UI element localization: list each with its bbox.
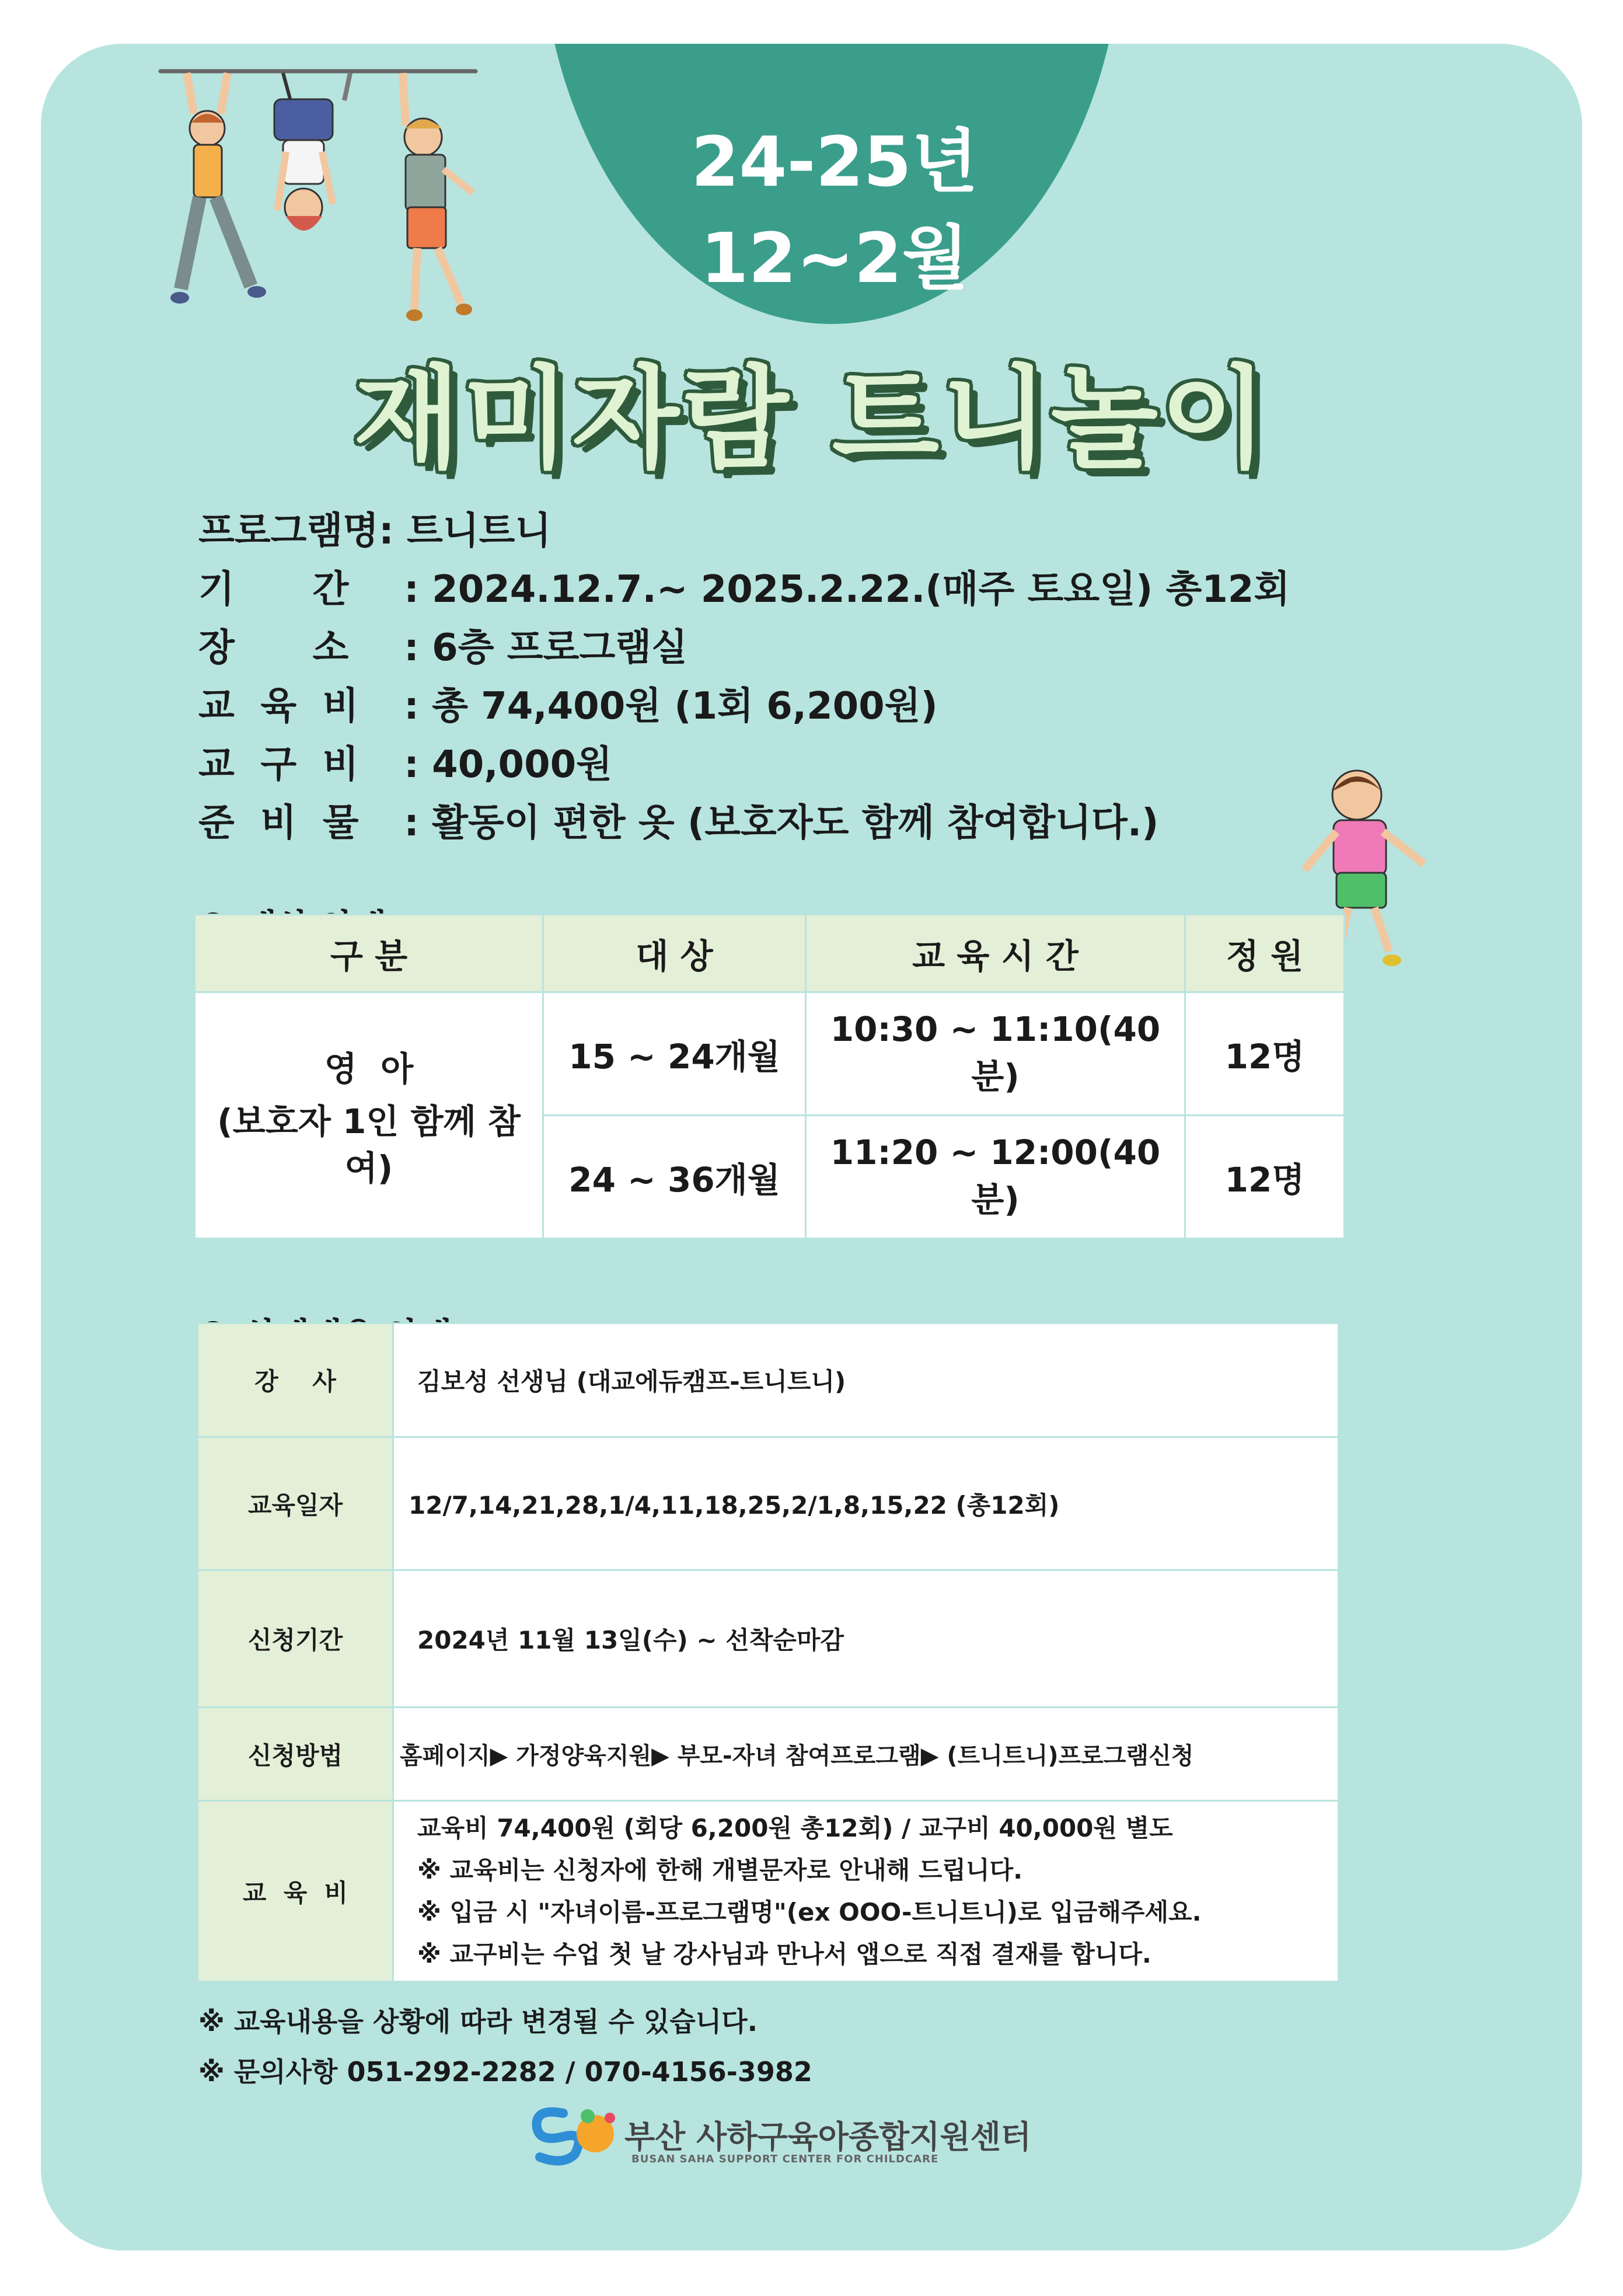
row-value: 홈페이지▶ 가정양육지원▶ 부모-자녀 참여프로그램▶ (트니트니)프로그램신청 [393, 1708, 1339, 1801]
info-label: 기 간 [198, 568, 349, 611]
period-line-2: 12~2월 [700, 218, 969, 298]
info-row-prep: 준 비 물 : 활동이 편한 옷 (보호자도 함께 참여합니다.) [198, 794, 1290, 852]
row-label: 교육일자 [198, 1437, 393, 1570]
row-value: 교육비 74,400원 (회당 6,200원 총12회) / 교구비 40,000원 별도 ※ 교육비는 신청자에 한해 개별문자로 안내해 드립니다. ※ 입금 시 "자녀이름-프로그램명"(ex OOO-트니트니)로 입금해주세요. ※ 교구비는 수업 첫 날 강사님과 만나서 앱으로 직접 결재를 합니다. [393, 1801, 1339, 1982]
time-cell: 10:30 ~ 11:10(40분) [806, 992, 1185, 1116]
table-row [198, 1801, 1339, 1982]
row-label: 강 사 [198, 1323, 393, 1437]
info-label: 교 육 비 [198, 685, 359, 728]
info-label: 장 소 [198, 626, 349, 670]
center-logo-icon [522, 2102, 622, 2166]
info-value: 총 74,400원 (1회 6,200원) [432, 685, 938, 728]
info-row-materials-fee: 교 구 비 : 40,000원 [198, 736, 1290, 794]
col-header: 구 분 [195, 915, 543, 992]
col-header: 대 상 [543, 915, 806, 992]
row-label: 신청기간 [198, 1570, 393, 1708]
capacity-cell: 12명 [1185, 1116, 1345, 1239]
row-value: 김보성 선생님 (대교에듀캠프-트니트니) [393, 1323, 1339, 1437]
row-label: 교 육 비 [198, 1801, 393, 1982]
target-cell: 24 ~ 36개월 [543, 1116, 806, 1239]
center-name: 부산 사하구육아종합지원센터 [624, 2119, 1031, 2155]
center-name-en: BUSAN SAHA SUPPORT CENTER FOR CHILDCARE [631, 2153, 939, 2165]
table-row [195, 992, 1345, 1116]
info-row-fee: 교 육 비 : 총 74,400원 (1회 6,200원) [198, 677, 1290, 736]
period-heading [543, 114, 1126, 306]
program-info [198, 502, 1290, 852]
table-row [198, 1323, 1339, 1437]
period-line-1: 24-25년 [691, 121, 978, 202]
info-row-program: 프로그램명: 트니트니 [198, 510, 552, 553]
info-value: 2024.12.7.~ 2025.2.22.(매주 토요일) 총12회 [432, 568, 1290, 611]
info-label: 준 비 물 [198, 802, 359, 845]
poster-title: 재미자람 트니놀이 [353, 354, 1270, 483]
note-line: ※ 교육내용을 상황에 따라 변경될 수 있습니다. [198, 2006, 758, 2037]
info-value: 40,000원 [432, 743, 612, 786]
table-header-row [195, 915, 1345, 992]
kids-hanging-illustration [158, 58, 484, 339]
col-header: 정 원 [1185, 915, 1345, 992]
col-header: 교 육 시 간 [806, 915, 1185, 992]
info-label: 프로그램명 [198, 510, 379, 553]
info-row-period: 기 간 : 2024.12.7.~ 2025.2.22.(매주 토요일) 총12회 [198, 560, 1290, 619]
info-value: 활동이 편한 옷 (보호자도 함께 참여합니다.) [432, 802, 1159, 845]
target-cell: 15 ~ 24개월 [543, 992, 806, 1116]
notes [198, 1997, 812, 2097]
info-row-place: 장 소 : 6층 프로그램실 [198, 619, 1290, 677]
group-cell: 영 아 (보호자 1인 함께 참여) [195, 992, 543, 1239]
table-row [198, 1437, 1339, 1570]
info-value: 6층 프로그램실 [432, 626, 687, 670]
row-value: 12/7,14,21,28,1/4,11,18,25,2/1,8,15,22 (총12회) [393, 1437, 1339, 1570]
target-table [194, 914, 1345, 1239]
info-value: 트니트니 [407, 510, 552, 553]
detail-table [197, 1322, 1339, 1983]
time-cell: 11:20 ~ 12:00(40분) [806, 1116, 1185, 1239]
note-line: ※ 문의사항 051-292-2282 / 070-4156-3982 [198, 2056, 812, 2088]
table-row [198, 1570, 1339, 1708]
row-label: 신청방법 [198, 1708, 393, 1801]
capacity-cell: 12명 [1185, 992, 1345, 1116]
row-value: 2024년 11월 13일(수) ~ 선착순마감 [393, 1570, 1339, 1708]
info-label: 교 구 비 [198, 743, 359, 786]
table-row [198, 1708, 1339, 1801]
